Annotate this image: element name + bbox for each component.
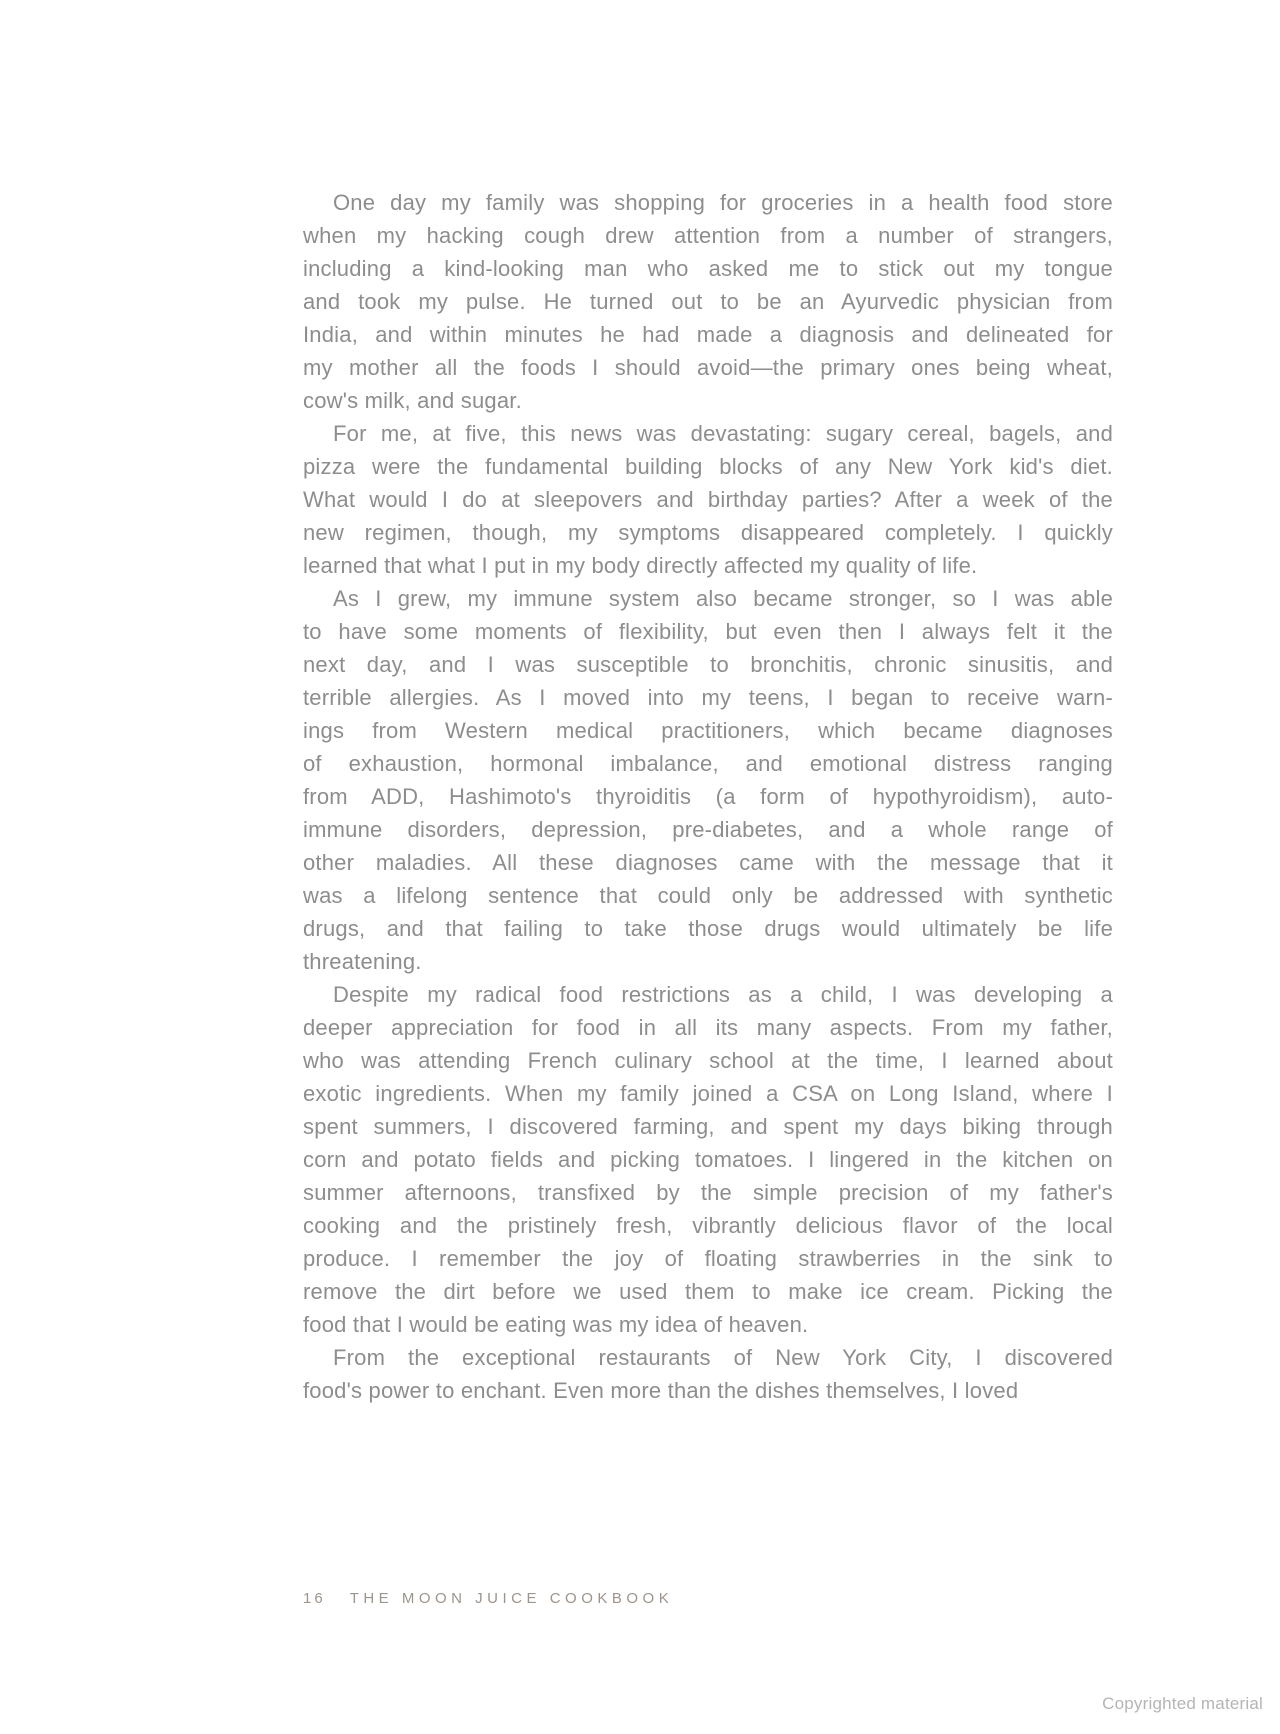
text-line: From the exceptional restaurants of New York City, I discovered [333,1345,1113,1370]
text-line: cooking and the pristinely fresh, vibrantly delicious flavor of the local [303,1213,1113,1238]
text-line: drugs, and that failing to take those drugs would ultimately be life [303,916,1113,941]
text-line: immune disorders, depression, pre-diabetes, and a whole range of [303,817,1113,842]
text-line: was a lifelong sentence that could only be addressed with synthetic [303,883,1113,908]
text-line: next day, and I was susceptible to bronchitis, chronic sinusitis, and [303,652,1113,677]
page-footer [303,1590,673,1607]
text-line: and took my pulse. He turned out to be an Ayurvedic physician from [303,289,1113,314]
text-line: new regimen, though, my symptoms disappeared completely. I quickly [303,520,1113,545]
text-line: produce. I remember the joy of floating strawberries in the sink to [303,1246,1113,1271]
text-line: exotic ingredients. When my family joined a CSA on Long Island, where I [303,1081,1113,1106]
text-line: summer afternoons, transfixed by the simple precision of my father's [303,1180,1113,1205]
text-line: India, and within minutes he had made a diagnosis and delineated for [303,322,1113,347]
text-line: learned that what I put in my body directly affected my quality of life. [303,553,978,578]
paragraph [303,978,1113,1341]
text-line: threatening. [303,949,422,974]
text-line: to have some moments of flexibility, but even then I always felt it the [303,619,1113,644]
text-line: food's power to enchant. Even more than the dishes themselves, I loved [303,1378,1019,1403]
text-line: of exhaustion, hormonal imbalance, and emotional distress ranging [303,751,1113,776]
text-line: pizza were the fundamental building blocks of any New York kid's diet. [303,454,1113,479]
text-line: from ADD, Hashimoto's thyroiditis (a form of hypothyroidism), auto- [303,784,1113,809]
text-line: What would I do at sleepovers and birthday parties? After a week of the [303,487,1113,512]
text-line: who was attending French culinary school at the time, I learned about [303,1048,1113,1073]
text-line: spent summers, I discovered farming, and spent my days biking through [303,1114,1113,1139]
text-line: corn and potato fields and picking tomatoes. I lingered in the kitchen on [303,1147,1113,1172]
text-line: One day my family was shopping for groceries in a health food store [333,190,1113,215]
paragraph [303,1341,1113,1407]
paragraph [303,417,1113,582]
text-line: my mother all the foods I should avoid—the primary ones being wheat, [303,355,1113,380]
text-line: cow's milk, and sugar. [303,388,522,413]
paragraph [303,582,1113,978]
text-line: ings from Western medical practitioners, which became diagnoses [303,718,1113,743]
copyright-watermark: Copyrighted material [1102,1694,1263,1713]
text-line: As I grew, my immune system also became stronger, so I was able [333,586,1113,611]
page-number: 16 [303,1590,326,1607]
book-title: THE MOON JUICE COOKBOOK [349,1590,674,1607]
text-line: terrible allergies. As I moved into my teens, I began to receive warn- [303,685,1113,710]
text-line: other maladies. All these diagnoses came with the message that it [303,850,1113,875]
page-text [303,186,1113,1407]
text-line: deeper appreciation for food in all its many aspects. From my father, [303,1015,1113,1040]
paragraph [303,186,1113,417]
text-line: food that I would be eating was my idea of heaven. [303,1312,809,1337]
text-line: Despite my radical food restrictions as a child, I was developing a [333,982,1113,1007]
text-line: including a kind-looking man who asked me to stick out my tongue [303,256,1113,281]
text-line: remove the dirt before we used them to make ice cream. Picking the [303,1279,1113,1304]
text-line: when my hacking cough drew attention from a number of strangers, [303,223,1113,248]
text-line: For me, at five, this news was devastating: sugary cereal, bagels, and [333,421,1113,446]
